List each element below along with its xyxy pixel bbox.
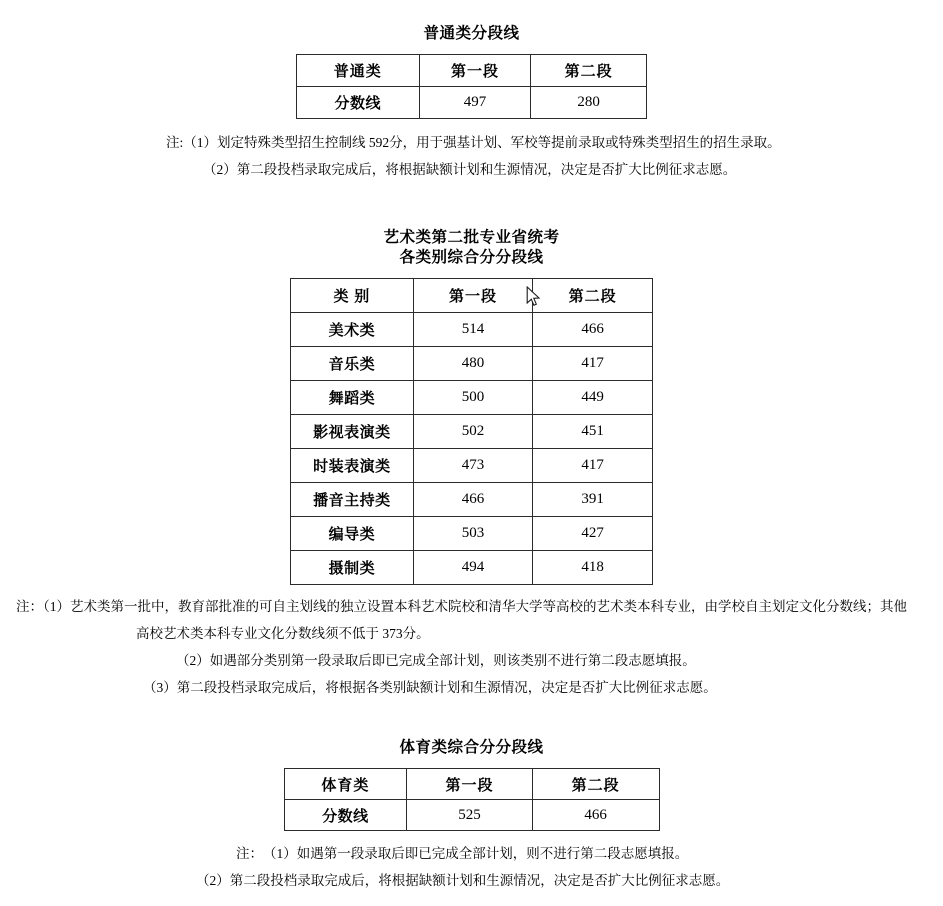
row-label-cell: 美术类 (291, 313, 414, 347)
section-title-general (0, 24, 943, 44)
table-row (291, 449, 653, 483)
row-label-cell: 时装表演类 (291, 449, 414, 483)
row-label-cell: 分数线 (284, 800, 407, 831)
note-line: （2）第二段投档录取完成后，将根据缺额计划和生源情况，决定是否扩大比例征求志愿。 (203, 162, 737, 177)
table-header-cell-category: 体育类 (284, 769, 407, 800)
table-row (284, 800, 659, 831)
note-line-continuation: 高校艺术类本科专业文化分数线须不低于 373分。 (136, 626, 430, 641)
section-title-line: 普通类分段线 (423, 25, 520, 42)
note-line: （2）如遇部分类别第一段录取后即已完成全部计划，则该类别不进行第二段志愿填报。 (176, 653, 696, 668)
section-sports-scores (0, 738, 943, 894)
table-header-cell-category: 普通类 (297, 55, 420, 87)
section-title-line: 各类别综合分分段线 (399, 249, 544, 266)
row-value-segment-1: 500 (413, 381, 533, 415)
table-row (291, 415, 653, 449)
row-label-cell: 播音主持类 (291, 483, 414, 517)
table-header-cell-category: 类 别 (291, 279, 414, 313)
row-value-segment-1: 466 (413, 483, 533, 517)
section-title-line: 艺术类第二批专业省统考 (383, 229, 560, 246)
section-title-line: 体育类综合分分段线 (399, 739, 544, 756)
section-title-sports (0, 738, 943, 758)
row-value-segment-1: 473 (413, 449, 533, 483)
note-line: 注:（1）划定特殊类型招生控制线 592分，用于强基计划、军校等提前录取或特殊类型招生的招生录取。 (166, 135, 781, 150)
table-header-cell-segment-2: 第二段 (533, 279, 653, 313)
table-row (291, 483, 653, 517)
row-label-cell: 摄制类 (291, 551, 414, 585)
note-line: 注：（1）艺术类第一批中，教育部批准的可自主划线的独立设置本科艺术院校和清华大学等高校的艺术类本科专业，由学校自主划定文化分数线；其他 (16, 599, 907, 614)
table-row (291, 517, 653, 551)
row-value-segment-2: 417 (533, 347, 653, 381)
row-value-segment-2: 391 (533, 483, 653, 517)
table-art-scores (290, 278, 653, 585)
table-header-cell-segment-1: 第一段 (413, 279, 533, 313)
row-label-cell: 编导类 (291, 517, 414, 551)
row-value-segment-2: 466 (532, 800, 659, 831)
note-line: （2）第二段投档录取完成后，将根据缺额计划和生源情况，决定是否扩大比例征求志愿。 (196, 873, 730, 888)
table-header-cell-segment-2: 第二段 (531, 55, 647, 87)
note-line: （3）第二段投档录取完成后，将根据各类别缺额计划和生源情况，决定是否扩大比例征求志愿。 (143, 680, 717, 695)
table-general-scores (296, 54, 647, 119)
row-value-segment-1: 502 (413, 415, 533, 449)
row-value-segment-2: 427 (533, 517, 653, 551)
row-value-segment-2: 451 (533, 415, 653, 449)
row-value-segment-1: 525 (407, 800, 533, 831)
row-label-cell: 舞蹈类 (291, 381, 414, 415)
table-header-row (291, 279, 653, 313)
row-label-cell: 影视表演类 (291, 415, 414, 449)
table-sports-scores (284, 768, 660, 831)
row-value-segment-1: 494 (413, 551, 533, 585)
table-header-cell-segment-2: 第二段 (532, 769, 659, 800)
section-title-art (0, 228, 943, 268)
row-value-segment-2: 417 (533, 449, 653, 483)
section-art-scores (0, 228, 943, 701)
row-value-segment-2: 418 (533, 551, 653, 585)
row-value-segment-2: 466 (533, 313, 653, 347)
notes-general (0, 129, 943, 183)
table-row (291, 381, 653, 415)
row-value-segment-1: 514 (413, 313, 533, 347)
notes-sports (0, 840, 943, 894)
row-value-segment-1: 497 (419, 87, 531, 119)
row-value-segment-2: 449 (533, 381, 653, 415)
table-header-row (297, 55, 647, 87)
section-general-scores (0, 24, 943, 183)
row-label-cell: 分数线 (297, 87, 420, 119)
notes-art (0, 593, 943, 701)
table-header-cell-segment-1: 第一段 (407, 769, 533, 800)
table-row (291, 347, 653, 381)
row-value-segment-1: 480 (413, 347, 533, 381)
row-value-segment-1: 503 (413, 517, 533, 551)
row-label-cell: 音乐类 (291, 347, 414, 381)
note-line: 注： （1）如遇第一段录取后即已完成全部计划，则不进行第二段志愿填报。 (236, 846, 689, 861)
table-header-row (284, 769, 659, 800)
table-header-cell-segment-1: 第一段 (419, 55, 531, 87)
table-row (297, 87, 647, 119)
table-row (291, 551, 653, 585)
row-value-segment-2: 280 (531, 87, 647, 119)
table-row (291, 313, 653, 347)
